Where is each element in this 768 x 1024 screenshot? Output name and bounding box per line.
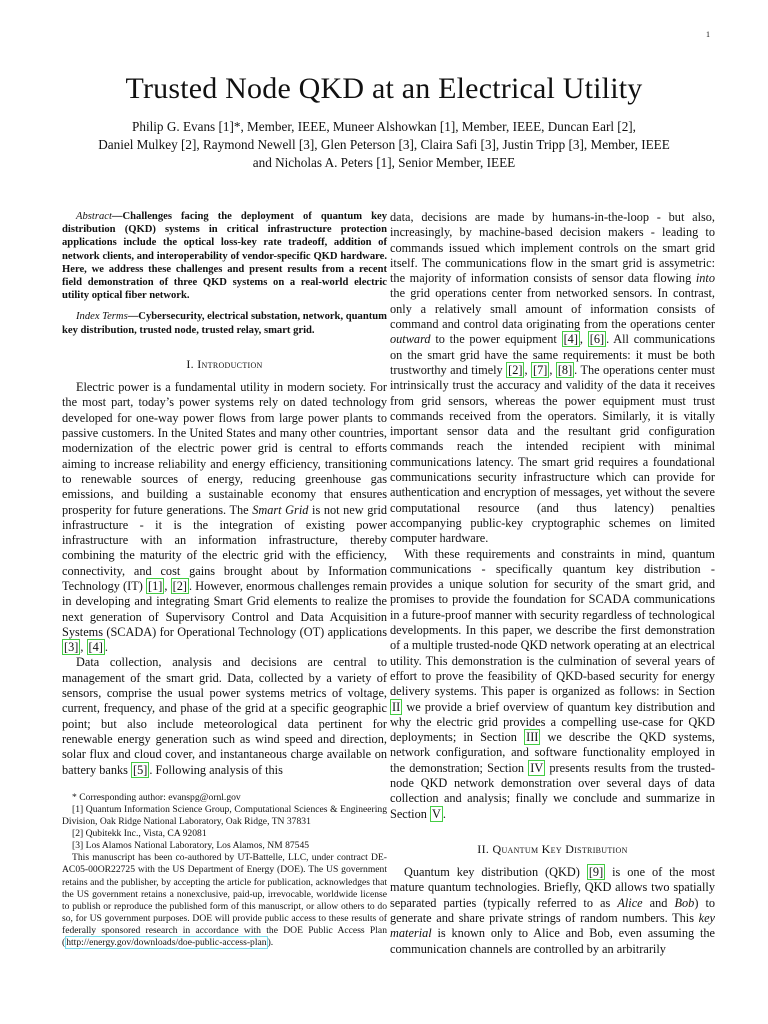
text-run: Smart Grid [252,502,309,517]
text-run: data, decisions are made by humans-in-the-loop - but also, increasingly, by machine-based decision makers - leading to commands issued which implement controls on the smart grid itself. The communications flow in the smart grid is assymetric: the majority of information consists of sensor data flowing [390,210,715,286]
citation-link[interactable]: [4] [88,640,103,655]
text-run: Electric power is a fundamental utility in modern society. For the most part, today’s power systems rely on dated technology developed for one-way power flows from large power plants to passive customers. In the United States and many other countries, modernization of the electric power grid is central to efforts aiming to increase reliability and energy efficiency, transitioning to renewable sources of energy, reducing greenhouse gas emissions, and building a sustainable economy that ensures prosperity for future generations. The [62,380,387,517]
section-link[interactable]: II [392,699,401,714]
text-run: . However, enormous challenges remain in developing and integrating Smart Grid elements to realize the next generation of Supervisory Control and Data Acquisition Systems (SCADA) for Operational Technology (OT) applications [62,578,387,639]
text-run: into [695,271,715,286]
index-terms-label: Index Terms [76,311,128,323]
citation-link[interactable]: [6] [589,332,605,347]
intro-paragraph-1: Electric power is a fundamental utility in modern society. For the most part, today’s power systems rely on dated technology developed for one-way power flows from large power plants to passive customers. In the United States and many other countries, modernization of the electric power grid is central to efforts aiming to increase reliability and energy efficiency, transitioning to renewable sources of energy, reducing greenhouse gas emissions, and building a sustainable economy that ensures prosperity for future generations. The Smart Grid is not new grid infrastructure - it is the integration of existing power infrastructure with an information infrastructure, thereby combining the maturity of the electric grid with the efficiency, connectivity, and cost gains brought about by Information Technology (IT) [1] , [2] . However, enormous challenges remain in developing and integrating Smart Grid elements to realize the next generation of Supervisory Control and Data Acquisition Systems (SCADA) for Operational Technology (OT) applications [3] , [4] . [62,380,388,655]
text-run: . [442,806,446,821]
author-line: Daniel Mulkey [2], Raymond Newell [3], Glen Peterson [3], Claira Safi [3], Justin Tripp [3], Member, IEEE [98,137,670,152]
text-run: outward [390,332,431,347]
footnotes [62,792,387,949]
index-terms-text: —Cybersecurity, electrical substation, network, quantum key distribution, trusted node, trusted relay, smart grid. [62,311,387,336]
footnote: [1] Quantum Information Science Group, Computational Sciences & Engineering Division, Oak Ridge National Laboratory, Oak Ridge, TN 37831 [62,803,387,828]
author-line: Philip G. Evans [1]*, Member, IEEE, Muneer Alshowkan [1], Member, IEEE, Duncan Earl [2], [132,119,636,134]
section-heading-introduction: I. Introduction [186,356,263,371]
author-list [40,118,728,172]
right-column [390,210,715,957]
section-link[interactable]: IV [530,760,544,775]
citation-link[interactable]: [3] [64,640,79,655]
text-run: Quantum key distribution (QKD) [404,865,580,880]
section-link[interactable]: III [526,730,539,745]
text-run: With these requirements and constraints in mind, quantum communications - specifically quantum key distribution - provides a unique solution for security of the smart grid, and promises to provide the foundation for SCADA communications in a future-proof manner with security regardless of technological developments. In this paper, we describe the first demonstration of a multiple trusted-node QKD network operating at an electrical utility. This demonstration is the culmination of several years of effort to prove the feasibility of QKD-based security for energy delivery systems. This paper is organized as follows: in Section [390,546,715,699]
author-line: and Nicholas A. Peters [1], Senior Member, IEEE [252,155,516,170]
citation-link[interactable]: [4] [563,332,578,347]
section-heading-qkd: II. Quantum Key Distribution [477,841,628,856]
text-run: presents results from the trusted-node QKD network demonstration over several days of data collection and analysis; finally we conclude and summarize in Section [390,760,716,821]
citation-link[interactable]: [2] [172,578,187,593]
citation-link[interactable]: [8] [557,362,573,377]
qkd-paragraph-1 [390,865,715,957]
text-run: ) to generate and share private strings of random numbers. This [390,895,716,926]
intro-paragraph-4 [390,547,715,822]
text-run: is one of the most mature quantum technologies. Briefly, QKD allows two spatially separated parties (typically referred to as [390,865,716,910]
text-run: Bob [674,895,695,910]
text-run: is not new grid infrastructure - it is the integration of existing power infrastructure with an information infrastructure, thereby combining the maturity of the electric grid with the efficiency, connectivity, and cost gains brought about by Information Technology (IT) [62,502,388,593]
page-number: 1 [706,30,710,39]
index-terms [62,310,387,336]
intro-paragraph-3: data, decisions are made by humans-in-the-loop - but also, increasingly, by machine-based decision makers - leading to commands issued which implement controls on the smart grid itself. The communications flow in the smart grid is assymetric: the majority of information consists of sensor data flowing into the grid operations center from networked sensors. In contrast, only a relatively small amount of information consists of command and control data originating from the operations center outward to the power equipment [4] , [6] . All communications on the smart grid have the same requirements: it must be both trustworthy and timely [2] , [7] , [8] . The operations center must intrinsically trust the accuracy and validity of the data it receives from grid sensors, whereas the power equipment must trust commands received from the operators. Similarly, it is vitally important sensor data and the resultant grid configuration commands reach the intended recipient with minimal communications latency. The smart grid requires a foundational communications security infrastructure which can provide for authentication and encryption of messages, yet without the severe computational resource (and thus latency) penalties accompanying public-key cryptographic schemes on limited computer hardware. [390,210,716,546]
abstract-label: Abstract [76,211,112,222]
footnote [62,852,387,949]
citation-link[interactable]: [5] [132,762,148,777]
text-run: the grid operations center from networked sensors. In contrast, only a relatively small amount of information consists of command and control data originating from the operations center [390,286,715,332]
citation-link[interactable]: [7] [532,362,548,377]
citation-link[interactable]: [2] [508,362,523,377]
abstract [62,210,387,302]
doe-access-plan-link[interactable]: http://energy.gov/downloads/doe-public-access-plan [66,936,267,948]
footnote: [2] Qubitekk Inc., Vista, CA 92081 [72,828,207,840]
text-run: . Following analysis of this [149,762,283,777]
intro-paragraph-2 [62,655,387,777]
text-run: . The operations center must intrinsically trust the accuracy and validity of the data it receives from grid sensors, whereas the power equipment must trust commands received from the operators. Similarly, it is vitally important sensor data and the resultant grid configuration commands reach the intended recipient with minimal communications latency. The smart grid requires a foundational communications security infrastructure which can provide for authentication and encryption of messages, yet without the severe computational resource (and thus latency) penalties accompanying public-key cryptographic schemes on limited computer hardware. [390,362,715,546]
text-run: . All communications on the smart grid have the same requirements: it must be both trustworthy and timely [390,332,716,377]
text-run: we provide a brief overview of quantum key distribution and why the electric grid provides a compelling use-case for QKD deployments; in Section [390,699,716,745]
text-run: to the power equipment [435,332,557,347]
left-column [62,210,387,949]
footnote: * Corresponding author: evanspg@ornl.gov [72,791,241,803]
abstract-text: —Challenges facing the deployment of quantum key distribution (QKD) systems in critical infrastructure protection applications include the optical loss-key rate tradeoff, addition of network clients, and interoperability of vendor-specific QKD hardware. Here, we address these challenges and present results from a recent field demonstration of three QKD systems on a real-world electric utility optical fiber network. [62,211,387,302]
text-run: and [649,895,668,910]
text-run: we describe the QKD systems, network configuration, and software functionality employed in the demonstration; Section [390,730,715,775]
footnote: [3] Los Alamos National Laboratory, Los Alamos, NM 87545 [72,840,310,852]
paper-title: Trusted Node QKD at an Electrical Utility [125,72,643,105]
section-link[interactable]: V [431,806,441,821]
text-run: ). [267,936,274,948]
text-run: is known only to Alice and Bob, even assuming the communication channels are controlled by an arbitrarily [390,926,715,956]
text-run: key material [390,911,715,941]
citation-link[interactable]: [1] [148,578,163,593]
citation-link[interactable]: [9] [588,865,604,880]
text-run: This manuscript has been co-authored by UT-Battelle, LLC, under contract DE-AC05-00OR22725 with the US Department of Energy (DOE). The US government retains and the publisher, by accepting the article for publication, acknowledges that the US government retains a nonexclusive, paid-up, irrevocable, worldwide license to publish or reproduce the published form of this manuscript, or allow others to do so, for US government purposes. DOE will provide public access to these results of federally sponsored research in accordance with the DOE Public Access Plan ( [62,852,387,948]
text-run: Data collection, analysis and decisions are central to management of the smart grid. Data, collected by a variety of sensors, comprise the usual power systems metrics of voltage, current, frequency, and phase of the grid at a specific geographic point; but also include meteorological data pertinent for renewable energy generation such as wind speed and direction, solar flux and cloud cover, and instantaneous charge available on battery banks [62,655,387,777]
text-run: Alice [617,895,643,910]
